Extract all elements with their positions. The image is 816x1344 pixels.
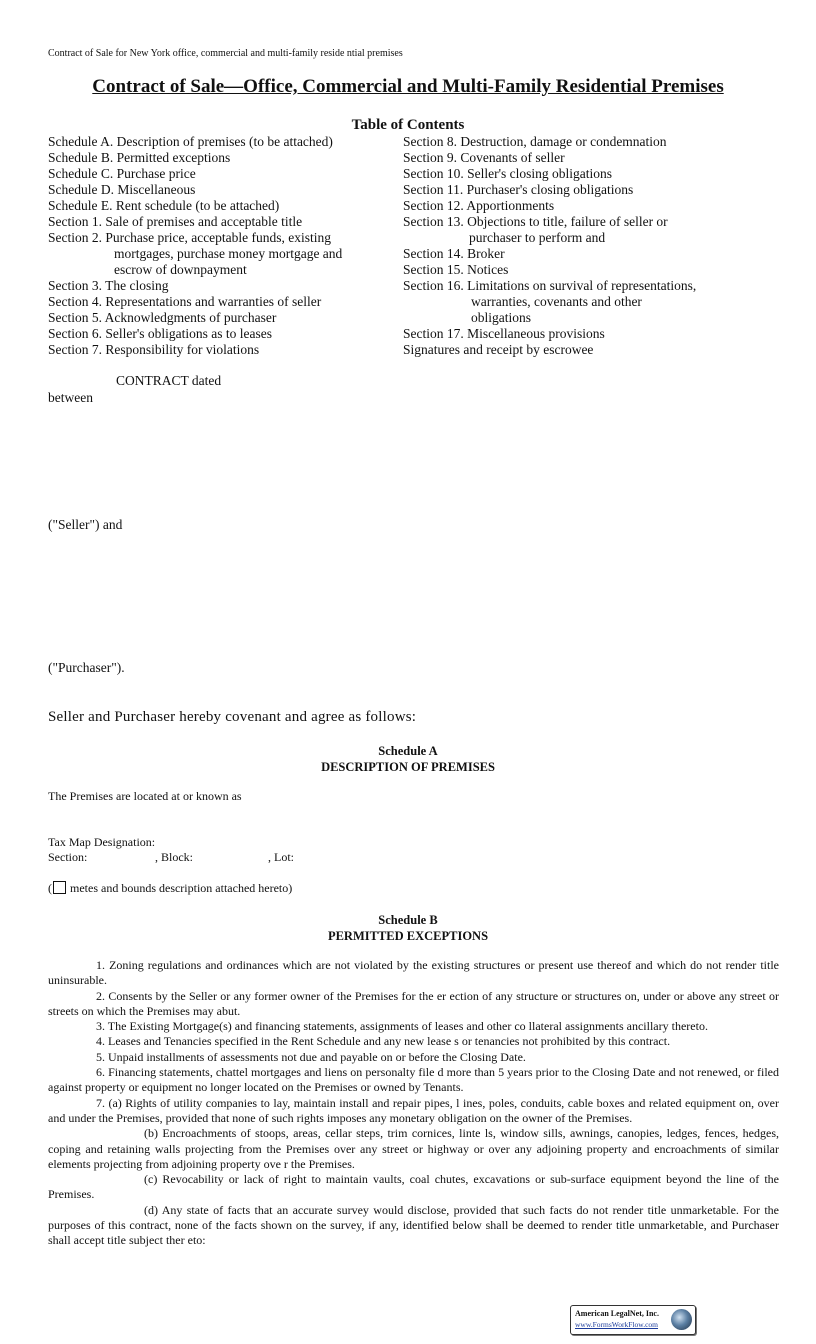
toc-entry-continued: obligations: [471, 310, 531, 325]
exception-item: 6. Financing statements, chattel mortgages and liens on personalty file d more than 5 years prior to the Closing Date and not renewed, or filed against property or equipment no longer located on the Premises or owned by Tenants.: [48, 1065, 779, 1095]
toc-entry-continued: purchaser to perform and: [469, 230, 606, 245]
metes-bounds-option: [48, 881, 292, 896]
exception-item: 1. Zoning regulations and ordinances which are not violated by the existing structures or present use thereof and which do not render title uninsurable.: [48, 958, 779, 988]
exception-subitem: (c) Revocability or lack of right to maintain vaults, coal chutes, excavations or sub-surface equipment beyond the line of the Premises.: [48, 1172, 779, 1202]
seller-label: ("Seller") and: [48, 517, 123, 532]
toc-right-column: [403, 134, 696, 358]
between-label: between: [48, 390, 93, 405]
toc-entry: Section 17. Miscellaneous provisions: [403, 326, 605, 341]
toc-entry-continued: escrow of downpayment: [114, 262, 247, 277]
metes-bounds-checkbox[interactable]: [53, 881, 66, 894]
toc-entry-continued: mortgages, purchase money mortgage and: [114, 246, 343, 261]
toc-entry: Signatures and receipt by escrowee: [403, 342, 594, 357]
toc-entry: Section 5. Acknowledgments of purchaser: [48, 310, 277, 325]
toc-entry: Section 4. Representations and warranties of seller: [48, 294, 322, 309]
toc-entry: Section 13. Objections to title, failure of seller or: [403, 214, 668, 229]
globe-icon: [671, 1309, 692, 1330]
toc-entry: Section 11. Purchaser's closing obligations: [403, 182, 634, 197]
toc-entry: Section 2. Purchase price, acceptable funds, existing: [48, 230, 332, 245]
toc-entry-continued: warranties, covenants and other: [471, 294, 642, 309]
schedule-a-title: DESCRIPTION OF PREMISES: [321, 760, 495, 774]
document-title: Contract of Sale—Office, Commercial and Multi-Family Residential Premises: [92, 76, 724, 97]
toc-entry: Section 14. Broker: [403, 246, 505, 261]
section-label: Section:: [48, 850, 88, 864]
schedule-a-heading: [0, 743, 816, 775]
metes-open-paren: (: [48, 881, 52, 895]
toc-entry: Section 1. Sale of premises and acceptable title: [48, 214, 303, 229]
covenant-statement: Seller and Purchaser hereby covenant and agree as follows:: [48, 709, 417, 725]
toc-entry: Schedule E. Rent schedule (to be attached): [48, 198, 280, 213]
toc-entry: Schedule C. Purchase price: [48, 166, 196, 181]
toc-entry: Schedule B. Permitted exceptions: [48, 150, 231, 165]
exception-item: 3. The Existing Mortgage(s) and financing statements, assignments of leases and other co llateral assignments ancillary thereto.: [96, 1019, 708, 1034]
exception-item: 7. (a) Rights of utility companies to lay, maintain install and repair pipes, l ines, poles, conduits, cable boxes and related equipment on, over and under the Premises, provided that none of such rights imposes any monetary obligation on the owner of the Premises.: [48, 1095, 779, 1125]
toc-left-column: [48, 134, 342, 358]
premises-location: The Premises are located at or known as: [48, 789, 242, 803]
schedule-b-title: PERMITTED EXCEPTIONS: [327, 929, 489, 943]
toc-entry: Section 12. Apportionments: [403, 198, 555, 213]
american-legalnet-logo[interactable]: [570, 1305, 696, 1335]
running-header: Contract of Sale for New York office, commercial and multi-family reside ntial premises: [48, 48, 403, 59]
exception-item: 4. Leases and Tenancies specified in the Rent Schedule and any new lease s or tenancies not prohibited by this contract.: [96, 1034, 671, 1049]
schedule-b-heading: [0, 912, 816, 944]
block-label: , Block:: [155, 850, 193, 864]
metes-bounds-label: metes and bounds description attached hereto): [70, 881, 293, 895]
schedule-a-label: Schedule A: [378, 744, 438, 758]
exception-item: 2. Consents by the Seller or any former owner of the Premises for the er ection of any structure or structures on, under or above any street or streets on which the Premises may abut.: [48, 988, 779, 1018]
toc-entry: Section 16. Limitations on survival of representations,: [403, 278, 697, 293]
toc-entry: Section 7. Responsibility for violations: [48, 342, 260, 357]
toc-entry: Section 9. Covenants of seller: [403, 150, 565, 165]
exception-subitem: (d) Any state of facts that an accurate survey would disclose, provided that such facts do not render title unmarketable. For the purposes of this contract, none of the facts shown on the survey, if any, identified below shall be deemed to render title unmarketable, and Purchaser shall accept title subject ther eto:: [48, 1202, 779, 1248]
toc-entry: Section 3. The closing: [48, 278, 169, 293]
permitted-exceptions-list: [48, 958, 779, 1249]
exception-subitem: (b) Encroachments of stoops, areas, cellar steps, trim cornices, linte ls, window sills, awnings, canopies, ledges, fences, hedges, coping and retaining walls projecting from the Premises over any street or highway or over any adjoining property and encroachments of similar elements projecting from adjoining property ove r the Premises.: [48, 1126, 779, 1171]
schedule-b-label: Schedule B: [378, 913, 438, 927]
tax-map-label: Tax Map Designation:: [48, 835, 156, 849]
toc-entry: Section 15. Notices: [403, 262, 509, 277]
logo-company-name: American LegalNet, Inc.: [575, 1309, 659, 1318]
toc-heading: Table of Contents: [351, 117, 465, 133]
toc-entry: Schedule A. Description of premises (to be attached): [48, 134, 333, 149]
purchaser-label: ("Purchaser").: [48, 660, 125, 675]
toc-entry: Section 6. Seller's obligations as to leases: [48, 326, 273, 341]
toc-entry: Section 8. Destruction, damage or condemnation: [403, 134, 667, 149]
toc-entry: Section 10. Seller's closing obligations: [403, 166, 613, 181]
contract-dated: CONTRACT dated: [116, 373, 222, 388]
logo-website-link[interactable]: www.FormsWorkFlow.com: [575, 1320, 659, 1329]
exception-item: 5. Unpaid installments of assessments not due and payable on or before the Closing Date.: [96, 1049, 526, 1064]
lot-label: , Lot:: [268, 850, 294, 864]
toc-entry: Schedule D. Miscellaneous: [48, 182, 196, 197]
